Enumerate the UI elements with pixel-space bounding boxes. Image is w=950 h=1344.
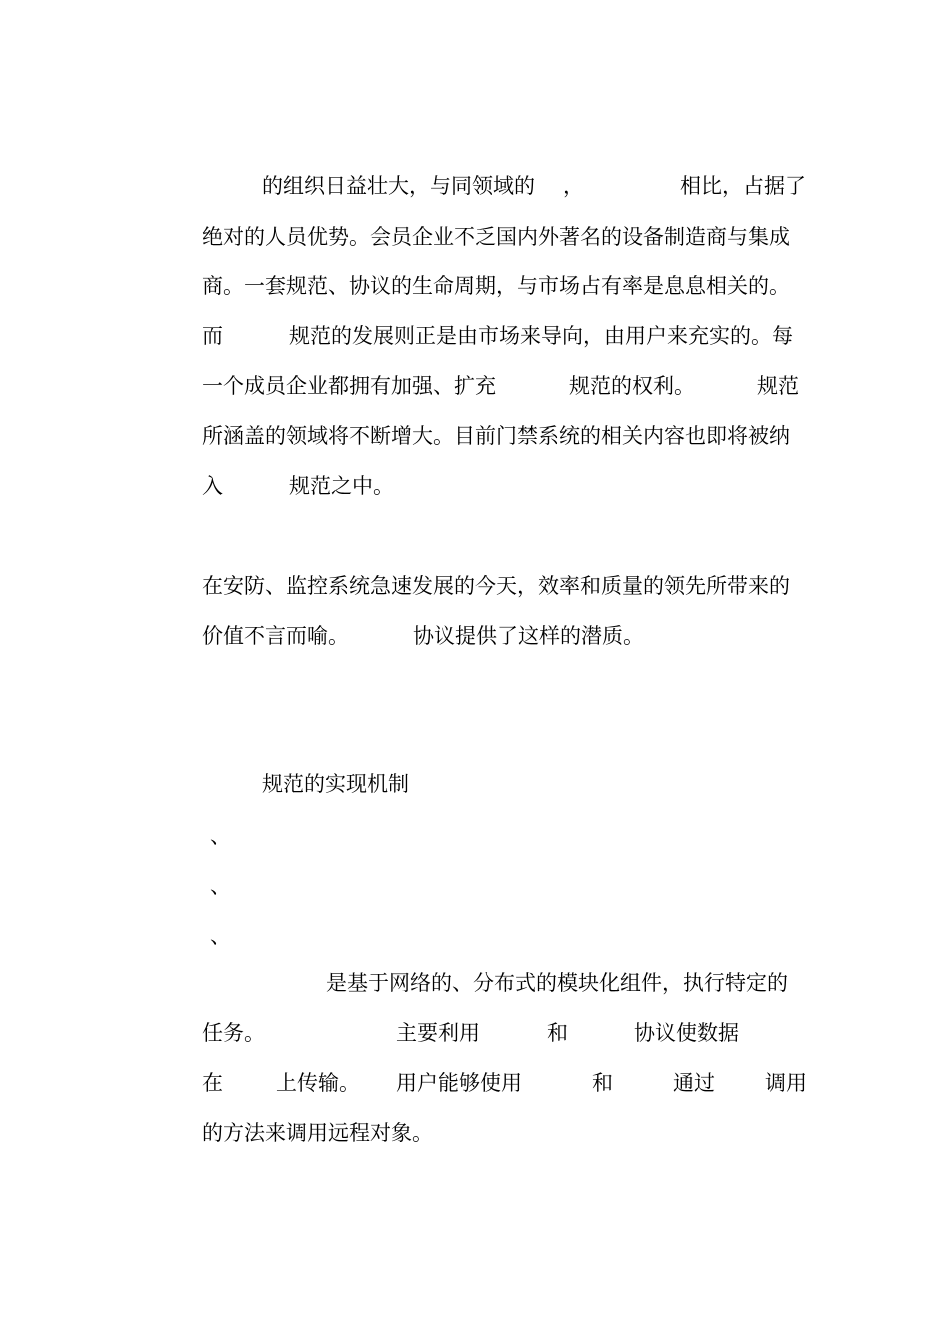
text-fragment: 一个成员企业都拥有加强、扩充 bbox=[202, 374, 496, 398]
text-fragment: 主要利用 bbox=[396, 1021, 480, 1045]
text-fragment: 用户能够使用 bbox=[396, 1071, 522, 1095]
list-marker: 、 bbox=[210, 924, 231, 948]
text-fragment: 商。一套规范、协议的生命周期，与市场占有率是息息相关的。 bbox=[202, 274, 790, 298]
text-fragment: 和 bbox=[547, 1021, 568, 1045]
text-fragment: 上传输。 bbox=[276, 1071, 360, 1095]
text-fragment: 在 bbox=[202, 1071, 223, 1095]
section-heading: 规范的实现机制 bbox=[262, 772, 409, 796]
text-fragment: 规范之中。 bbox=[289, 474, 394, 498]
text-fragment: 任务。 bbox=[202, 1021, 265, 1045]
text-fragment: 调用 bbox=[765, 1071, 807, 1095]
text-fragment: 入 bbox=[202, 474, 223, 498]
text-fragment: 协议使数据 bbox=[634, 1021, 739, 1045]
text-fragment: 规范 bbox=[757, 374, 799, 398]
text-fragment: 通过 bbox=[673, 1071, 715, 1095]
list-marker: 、 bbox=[210, 874, 231, 898]
text-fragment: 协议提供了这样的潜质。 bbox=[413, 624, 644, 648]
text-fragment: 绝对的人员优势。会员企业不乏国内外著名的设备制造商与集成 bbox=[202, 225, 790, 249]
text-fragment: 的组织日益壮大，与同领域的 bbox=[262, 174, 535, 198]
text-fragment: ， bbox=[563, 174, 584, 198]
text-fragment: 相比，占据了 bbox=[680, 174, 806, 198]
list-marker: 、 bbox=[210, 824, 231, 848]
text-fragment: 规范的权利。 bbox=[569, 374, 695, 398]
text-fragment: 和 bbox=[592, 1071, 613, 1095]
text-fragment: 规范的发展则正是由市场来导向，由用户来充实的。每 bbox=[289, 324, 793, 348]
text-fragment: 所涵盖的领域将不断增大。目前门禁系统的相关内容也即将被纳 bbox=[202, 424, 790, 448]
text-fragment: 是基于网络的、分布式的模块化组件，执行特定的 bbox=[326, 971, 788, 995]
text-fragment: 的方法来调用远程对象。 bbox=[202, 1121, 433, 1145]
text-fragment: 而 bbox=[202, 324, 223, 348]
text-fragment: 在安防、监控系统急速发展的今天，效率和质量的领先所带来的 bbox=[202, 574, 790, 598]
text-fragment: 价值不言而喻。 bbox=[202, 624, 349, 648]
